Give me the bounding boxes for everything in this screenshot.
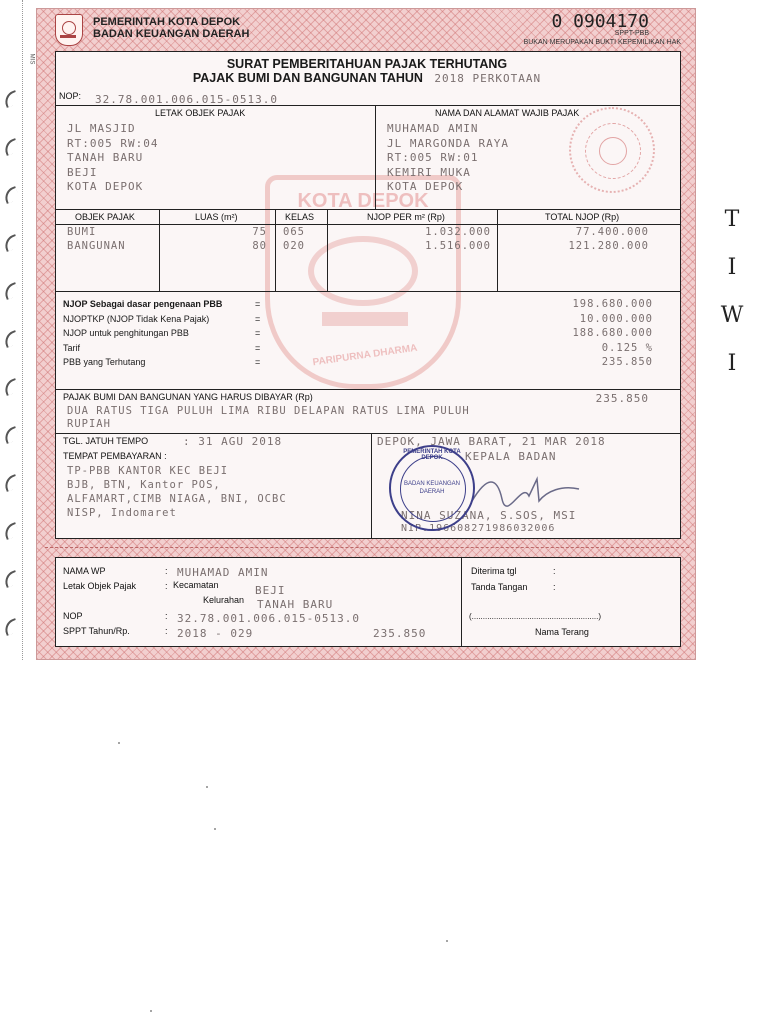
table-row [67, 240, 126, 252]
calc-eq: = [255, 299, 261, 309]
rc-colon: : [553, 582, 556, 592]
wajib-line: KEMIRI MUKA [387, 165, 471, 179]
watermark-motto: PARIPURNA DHARMA [311, 342, 419, 369]
punch-hole [2, 378, 20, 396]
sppt-code: SPPT-PBB [614, 30, 649, 37]
scan-speck [118, 742, 120, 744]
sign-role: KEPALA BADAN [465, 450, 557, 463]
punch-hole [2, 522, 20, 540]
letak-line: TANAH BARU [67, 151, 144, 164]
payable-words-line-1: DUA RATUS TIGA PULUH LIMA RIBU DELAPAN RATUS LIMA PULUH [67, 405, 470, 417]
rc-nama-label: NAMA WP [63, 566, 106, 576]
calc-row [63, 297, 653, 312]
cell-objek: BUMI [67, 226, 97, 238]
rc-kel-value: TANAH BARU [257, 598, 334, 611]
calc-eq: = [255, 313, 261, 324]
gov-header [93, 16, 249, 40]
sign-place-date: DEPOK, JAWA BARAT, 21 MAR 2018 [377, 435, 606, 448]
punch-hole [2, 138, 20, 156]
cell-kelas: 065 [283, 226, 305, 238]
calc-block [63, 297, 653, 370]
letak-line: KOTA DEPOK [67, 180, 144, 193]
punch-hole [2, 570, 20, 588]
rc-nop-value: 32.78.001.006.015-0513.0 [177, 612, 360, 625]
cell-total-njop: 121.280.000 [568, 240, 649, 252]
calc-label: NJOP Sebagai dasar pengenaan PBB [63, 299, 223, 309]
stamp-center [403, 480, 461, 496]
stamp-center-line-2: DAERAH [419, 489, 445, 495]
signature-scribble [467, 471, 587, 511]
calc-eq: = [255, 328, 261, 338]
gov-line-1: PEMERINTAH KOTA DEPOK [93, 16, 241, 28]
sppt-form [36, 8, 696, 660]
gov-line-2: BADAN KEUANGAN DAERAH [93, 28, 250, 40]
calc-value: 198.680.000 [572, 298, 653, 310]
title-line-2 [117, 71, 617, 86]
rc-sppt-label: SPPT Tahun/Rp. [63, 626, 130, 636]
handwritten-letter: W [720, 303, 744, 328]
form-title [117, 57, 617, 86]
rc-kel-label: Kelurahan [203, 595, 245, 605]
punch-hole [2, 330, 20, 348]
stamp-ring-text: PEMERINTAH KOTA DEPOK [403, 449, 461, 461]
depok-emblem-icon [55, 14, 83, 46]
rosette-icon [569, 107, 655, 193]
calc-row [63, 355, 653, 370]
payment-places [67, 464, 287, 520]
calc-label: NJOPTKP (NJOP Tidak Kena Pajak) [63, 313, 210, 324]
rc-kec-label: Kecamatan [173, 580, 219, 590]
calc-label: PBB yang Terhutang [63, 357, 146, 367]
rc-colon: : [165, 626, 168, 636]
handwritten-letter: I [727, 351, 737, 376]
payable-label: PAJAK BUMI DAN BANGUNAN YANG HARUS DIBAYAR (Rp) [63, 392, 313, 402]
th-njop-per-m2: NJOP PER m² (Rp) [367, 212, 445, 222]
wajib-line: RT:005 RW:01 [387, 151, 479, 164]
letak-line: BEJI [67, 165, 98, 179]
calc-value: 235.850 [601, 356, 653, 368]
rc-name-line: (.........................................................) [469, 612, 602, 621]
place-line: BJB, BTN, Kantor POS, [67, 479, 221, 491]
punch-hole [2, 282, 20, 300]
rc-ttd-label: Tanda Tangan [471, 582, 528, 592]
official-stamp [389, 445, 475, 531]
rc-nama-value: MUHAMAD AMIN [177, 566, 269, 579]
scan-speck [446, 940, 448, 942]
calc-value: 0.125 % [601, 341, 653, 354]
rc-nop-label: NOP [63, 611, 83, 621]
ownership-disclaimer: BUKAN MERUPAKAN BUKTI KEPEMILIKAN HAK [523, 39, 681, 46]
cell-total-njop: 77.400.000 [575, 226, 649, 238]
nop-label: NOP: [59, 91, 82, 101]
calc-label: NJOP untuk penghitungan PBB [63, 328, 189, 338]
cell-kelas: 020 [283, 240, 305, 252]
wajib-heading: NAMA DAN ALAMAT WAJIB PAJAK [435, 108, 580, 118]
th-total-njop: TOTAL NJOP (Rp) [545, 212, 620, 222]
calc-row [63, 326, 653, 341]
sign-name: NINA SUZANA, S.SOS, MSI [401, 509, 577, 522]
perforation-strip [22, 0, 23, 660]
scan-speck [214, 828, 216, 830]
wajib-address [387, 122, 509, 195]
title-year: 2018 PERKOTAAN [434, 72, 542, 85]
th-objek: OBJEK PAJAK [75, 212, 135, 222]
due-label: TGL. JATUH TEMPO [63, 436, 149, 446]
tear-off-line [45, 547, 689, 548]
rc-colon: : [165, 611, 168, 621]
rc-colon: : [553, 566, 556, 576]
rc-letak-label: Letak Objek Pajak [63, 581, 137, 591]
wajib-line: KOTA DEPOK [387, 180, 464, 193]
stamp-center-line-1: BADAN KEUANGAN [403, 481, 460, 487]
th-luas: LUAS (m²) [195, 212, 238, 222]
calc-eq: = [255, 342, 261, 353]
punch-hole [2, 618, 20, 636]
serial-number: 0 0904170 [551, 11, 649, 32]
letak-address [67, 122, 158, 195]
wajib-line: MUHAMAD AMIN [387, 122, 479, 135]
handwritten-notes [712, 196, 752, 388]
place-label: TEMPAT PEMBAYARAN : [63, 451, 167, 461]
sign-nip: NIP.196608271986032006 [401, 523, 556, 534]
punch-hole [2, 234, 20, 252]
table-row [67, 226, 96, 238]
scan-speck [206, 786, 208, 788]
payable-amount: 235.850 [595, 392, 649, 405]
place-line: ALFAMART,CIMB NIAGA, BNI, OCBC [67, 493, 287, 505]
calc-value: 10.000.000 [579, 312, 653, 325]
calc-row [63, 312, 653, 327]
letak-heading: LETAK OBJEK PAJAK [155, 108, 246, 118]
scan-speck [150, 1010, 152, 1012]
rc-nama-terang: Nama Terang [535, 627, 589, 637]
letak-line: JL MASJID [67, 122, 136, 135]
rc-sppt-amount: 235.850 [373, 627, 427, 640]
title-line-1: SURAT PEMBERITAHUAN PAJAK TERHUTANG [226, 57, 508, 71]
rc-sppt-year: 2018 - 029 [177, 627, 254, 640]
th-kelas: KELAS [285, 212, 315, 222]
punch-hole [2, 426, 20, 444]
punch-hole [2, 186, 20, 204]
title-text: PAJAK BUMI DAN BANGUNAN TAHUN [192, 71, 423, 85]
cell-njop-per-m2: 1.032.000 [425, 226, 491, 238]
payable-words-line-2: RUPIAH [67, 418, 111, 430]
nop-value: 32.78.001.006.015-0513.0 [95, 93, 278, 106]
calc-label: Tarif [63, 342, 81, 353]
handwritten-letter: T [724, 207, 740, 232]
due-value: : 31 AGU 2018 [183, 435, 283, 448]
rc-diterima-label: Diterima tgl [471, 566, 517, 576]
calc-eq: = [255, 357, 261, 367]
place-line: TP-PBB KANTOR KEC BEJI [67, 465, 229, 477]
watermark-city: KOTA DEPOK [297, 190, 429, 212]
side-code: MIS [28, 53, 35, 65]
cell-luas: 75 [252, 226, 267, 238]
letak-line: RT:005 RW:04 [67, 136, 159, 150]
punch-hole [2, 90, 20, 108]
handwritten-letter: I [727, 255, 737, 280]
payable-words [67, 405, 470, 431]
cell-objek: BANGUNAN [67, 240, 126, 252]
calc-value: 188.680.000 [572, 327, 653, 339]
place-line: NISP, Indomaret [67, 507, 177, 519]
calc-row [63, 341, 653, 356]
cell-luas: 80 [252, 240, 267, 252]
rc-kec-value: BEJI [255, 584, 286, 597]
rc-colon: : [165, 581, 168, 591]
punch-hole [2, 474, 20, 492]
cell-njop-per-m2: 1.516.000 [425, 240, 491, 252]
wajib-line: JL MARGONDA RAYA [387, 136, 509, 150]
rc-colon: : [165, 566, 168, 576]
